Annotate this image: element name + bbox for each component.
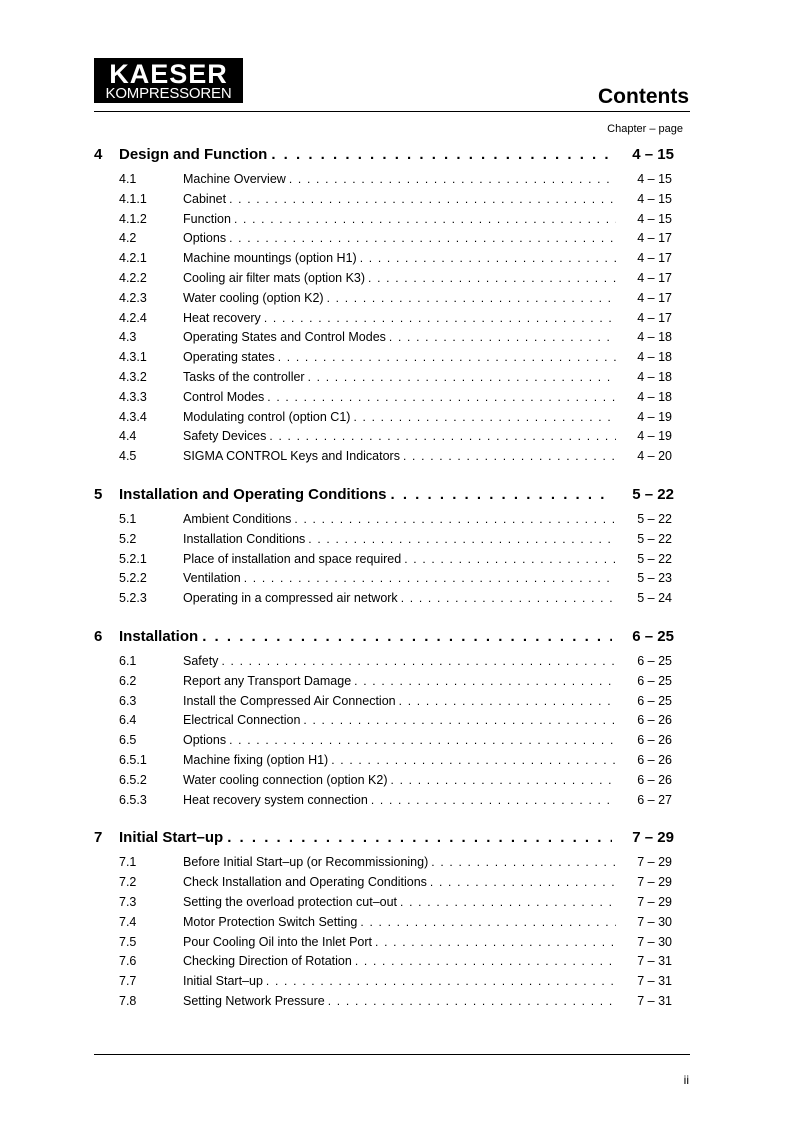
leader-dots [308,370,616,384]
entry-page: 4 – 15 [637,211,672,226]
entry-title: Report any Transport Damage [183,673,352,688]
leader-dots [391,486,612,503]
entry-page: 7 – 29 [637,894,672,909]
leader-dots [294,512,616,526]
section-page: 5 – 22 [632,485,674,503]
toc-entry[interactable] [94,895,690,915]
toc-entry[interactable] [94,915,690,935]
entry-page: 7 – 30 [637,914,672,929]
entry-page: 4 – 17 [637,290,672,305]
toc-entry[interactable] [94,793,690,813]
entry-number: 4.2 [119,231,137,246]
header-divider [94,111,690,112]
entry-number: 7.8 [119,993,137,1008]
leader-dots [229,733,616,747]
section-page: 4 – 15 [632,146,674,163]
toc-entry[interactable] [94,713,690,733]
entry-title: Motor Protection Switch Setting [183,914,358,929]
entry-page: 4 – 18 [637,350,672,365]
entry-page: 5 – 24 [637,591,672,606]
leader-dots [264,311,616,325]
leader-dots [266,974,616,988]
section-title: Installation [119,627,199,645]
toc-entry[interactable] [94,552,690,572]
entry-page: 5 – 22 [637,511,672,526]
entry-title: Installation Conditions [183,531,306,546]
logo-line-2: KOMPRESSOREN [105,85,232,102]
leader-dots [368,271,616,285]
leader-dots [354,674,616,688]
entry-page: 6 – 26 [637,733,672,748]
toc-entry[interactable] [94,311,690,331]
toc-section-7 [94,829,690,1013]
entry-page: 6 – 26 [637,713,672,728]
leader-dots [431,855,616,869]
entry-title: Heat recovery system connection [183,792,368,807]
leader-dots [375,935,616,949]
entry-title: Machine Overview [183,172,286,186]
entry-number: 4.4 [119,429,137,444]
entry-page: 4 – 15 [637,191,672,206]
entry-page: 6 – 25 [637,693,672,708]
toc-section-6 [94,628,690,812]
section-page: 7 – 29 [632,829,674,847]
toc-entry[interactable] [94,674,690,694]
entry-page: 4 – 17 [637,251,672,266]
leader-dots [267,390,616,404]
entry-number: 5.2.3 [119,591,147,606]
entry-number: 4.3.4 [119,409,147,424]
page-number: ii [683,1073,689,1087]
entry-page: 4 – 17 [637,270,672,285]
entry-page: 7 – 30 [637,934,672,949]
entry-number: 4.2.1 [119,251,147,266]
section-number: 5 [94,485,103,503]
entry-number: 5.2 [119,531,137,546]
footer-divider [94,1054,690,1055]
leader-dots [391,773,616,787]
toc-entry[interactable] [94,410,690,430]
toc-entry[interactable] [94,330,690,350]
entry-number: 7.7 [119,974,137,989]
entry-page: 6 – 25 [637,673,672,688]
toc-entry[interactable] [94,591,690,611]
toc-entry[interactable] [94,512,690,532]
entry-page: 6 – 26 [637,772,672,787]
entry-number: 7.3 [119,894,137,909]
leader-dots [328,994,616,1008]
entry-page: 5 – 22 [637,551,672,566]
entry-page: 7 – 29 [637,855,672,870]
section-title: Installation and Operating Conditions [119,485,387,503]
entry-number: 6.2 [119,673,137,688]
leader-dots [227,829,612,846]
toc-entry[interactable] [94,753,690,773]
section-number: 7 [94,829,103,847]
toc-section-heading[interactable] [94,486,690,506]
leader-dots [404,552,616,566]
entry-number: 6.5 [119,733,137,748]
entry-title: Modulating control (option C1) [183,409,351,424]
entry-page: 7 – 31 [637,974,672,989]
entry-page: 7 – 31 [637,954,672,969]
leader-dots [308,532,616,546]
entry-title: Control Modes [183,389,265,404]
entry-page: 5 – 22 [637,531,672,546]
logo-line-1: KAESER [109,59,228,89]
entry-title: Cooling air filter mats (option K3) [183,270,366,285]
entry-number: 4.3.2 [119,369,147,384]
toc-entry[interactable] [94,935,690,955]
toc-entry[interactable] [94,251,690,271]
toc-entry[interactable] [94,571,690,591]
entry-number: 6.1 [119,653,137,668]
entry-number: 7.1 [119,855,137,870]
entry-title: Setting Network Pressure [183,993,325,1008]
toc-entry[interactable] [94,532,690,552]
toc-section-5 [94,486,690,611]
entry-number: 7.6 [119,954,137,969]
entry-title: Options [183,231,227,246]
toc-entry[interactable] [94,350,690,370]
leader-dots [355,954,616,968]
entry-number: 4.3.1 [119,350,147,365]
toc-entry[interactable] [94,694,690,714]
entry-title: Machine mountings (option H1) [183,251,357,266]
entry-number: 4.2.3 [119,290,147,305]
entry-page: 6 – 25 [637,653,672,668]
entry-title: SIGMA CONTROL Keys and Indicators [183,449,400,464]
leader-dots [229,192,616,206]
toc-entry[interactable] [94,212,690,232]
leader-dots [360,251,616,265]
leader-dots [221,654,616,668]
entry-number: 4.2.4 [119,310,147,325]
leader-dots [289,172,616,186]
entry-page: 4 – 17 [637,231,672,246]
entry-page: 4 – 15 [637,172,672,186]
entry-number: 4.5 [119,449,137,464]
entry-title: Safety [183,653,219,668]
toc-entry[interactable] [94,271,690,291]
entry-page: 4 – 20 [637,449,672,464]
entry-number: 4.3 [119,330,137,345]
entry-number: 7.5 [119,934,137,949]
entry-page: 7 – 29 [637,875,672,890]
entry-title: Pour Cooling Oil into the Inlet Port [183,934,372,949]
entry-title: Machine fixing (option H1) [183,752,329,767]
leader-dots [360,915,616,929]
entry-title: Install the Compressed Air Connection [183,693,396,708]
leader-dots [371,793,616,807]
toc-entry[interactable] [94,449,690,469]
toc-entry[interactable] [94,172,690,192]
toc-entry[interactable] [94,875,690,895]
toc-section-heading[interactable] [94,146,690,166]
entry-number: 6.4 [119,713,137,728]
entry-page: 5 – 23 [637,571,672,586]
entry-page: 4 – 18 [637,389,672,404]
toc-entry[interactable] [94,390,690,410]
leader-dots [403,449,616,463]
entry-title: Options [183,733,227,748]
entry-number: 4.1 [119,172,137,186]
leader-dots [269,429,616,443]
entry-title: Place of installation and space required [183,551,402,566]
toc-entry[interactable] [94,994,690,1014]
entry-number: 7.4 [119,914,137,929]
entry-number: 6.5.1 [119,752,147,767]
leader-dots [202,628,612,645]
entry-title: Operating states [183,350,275,365]
entry-title: Initial Start–up [183,974,263,989]
toc-entry[interactable] [94,429,690,449]
toc-entry[interactable] [94,733,690,753]
page-title: Contents [598,85,689,108]
entry-page: 6 – 27 [637,792,672,807]
entry-number: 4.2.2 [119,270,147,285]
leader-dots [327,291,616,305]
toc-entry[interactable] [94,231,690,251]
leader-dots [389,330,616,344]
toc-entry[interactable] [94,654,690,674]
leader-dots [331,753,616,767]
toc-entry[interactable] [94,954,690,974]
entry-page: 6 – 26 [637,752,672,767]
leader-dots [271,146,612,163]
leader-dots [303,713,616,727]
entry-page: 4 – 18 [637,369,672,384]
entry-title: Heat recovery [183,310,261,325]
toc-entry[interactable] [94,291,690,311]
entry-title: Check Installation and Operating Conditions [183,875,427,890]
entry-title: Ambient Conditions [183,511,292,526]
entry-title: Water cooling connection (option K2) [183,772,388,787]
entry-number: 4.1.2 [119,211,147,226]
entry-number: 5.2.1 [119,551,147,566]
entry-number: 6.5.3 [119,792,147,807]
entry-number: 4.3.3 [119,389,147,404]
kaeser-logo [94,58,243,103]
entry-title: Electrical Connection [183,713,301,728]
entry-number: 5.2.2 [119,571,147,586]
entry-number: 7.2 [119,875,137,890]
entry-page: 4 – 19 [637,409,672,424]
entry-title: Water cooling (option K2) [183,290,324,305]
entry-title: Ventilation [183,571,241,586]
table-of-contents [94,146,690,1031]
section-number: 6 [94,627,103,645]
leader-dots [430,875,616,889]
entry-title: Operating States and Control Modes [183,330,386,345]
entry-number: 6.3 [119,693,137,708]
entry-title: Function [183,211,231,226]
section-title: Design and Function [119,146,268,163]
chapter-page-label: Chapter – page [607,123,683,135]
entry-title: Checking Direction of Rotation [183,954,352,969]
toc-section-4 [94,146,690,469]
leader-dots [401,591,616,605]
toc-section-heading[interactable] [94,829,690,849]
entry-page: 4 – 19 [637,429,672,444]
entry-title: Operating in a compressed air network [183,591,398,606]
entry-title: Before Initial Start–up (or Recommissioning) [183,855,429,870]
entry-page: 4 – 17 [637,310,672,325]
leader-dots [353,410,616,424]
entry-title: Safety Devices [183,429,267,444]
leader-dots [278,350,616,364]
entry-page: 7 – 31 [637,993,672,1008]
entry-title: Setting the overload protection cut–out [183,894,398,909]
entry-page: 4 – 18 [637,330,672,345]
section-title: Initial Start–up [119,829,224,847]
toc-section-heading[interactable] [94,628,690,648]
leader-dots [399,694,616,708]
toc-entry[interactable] [94,370,690,390]
leader-dots [234,212,616,226]
toc-entry[interactable] [94,974,690,994]
leader-dots [244,571,616,585]
entry-number: 5.1 [119,511,137,526]
toc-entry[interactable] [94,192,690,212]
toc-entry[interactable] [94,773,690,793]
entry-title: Cabinet [183,191,227,206]
leader-dots [400,895,616,909]
entry-number: 4.1.1 [119,191,147,206]
leader-dots [229,231,616,245]
section-number: 4 [94,146,103,163]
entry-number: 6.5.2 [119,772,147,787]
section-page: 6 – 25 [632,627,674,645]
toc-entry[interactable] [94,855,690,875]
entry-title: Tasks of the controller [183,369,305,384]
